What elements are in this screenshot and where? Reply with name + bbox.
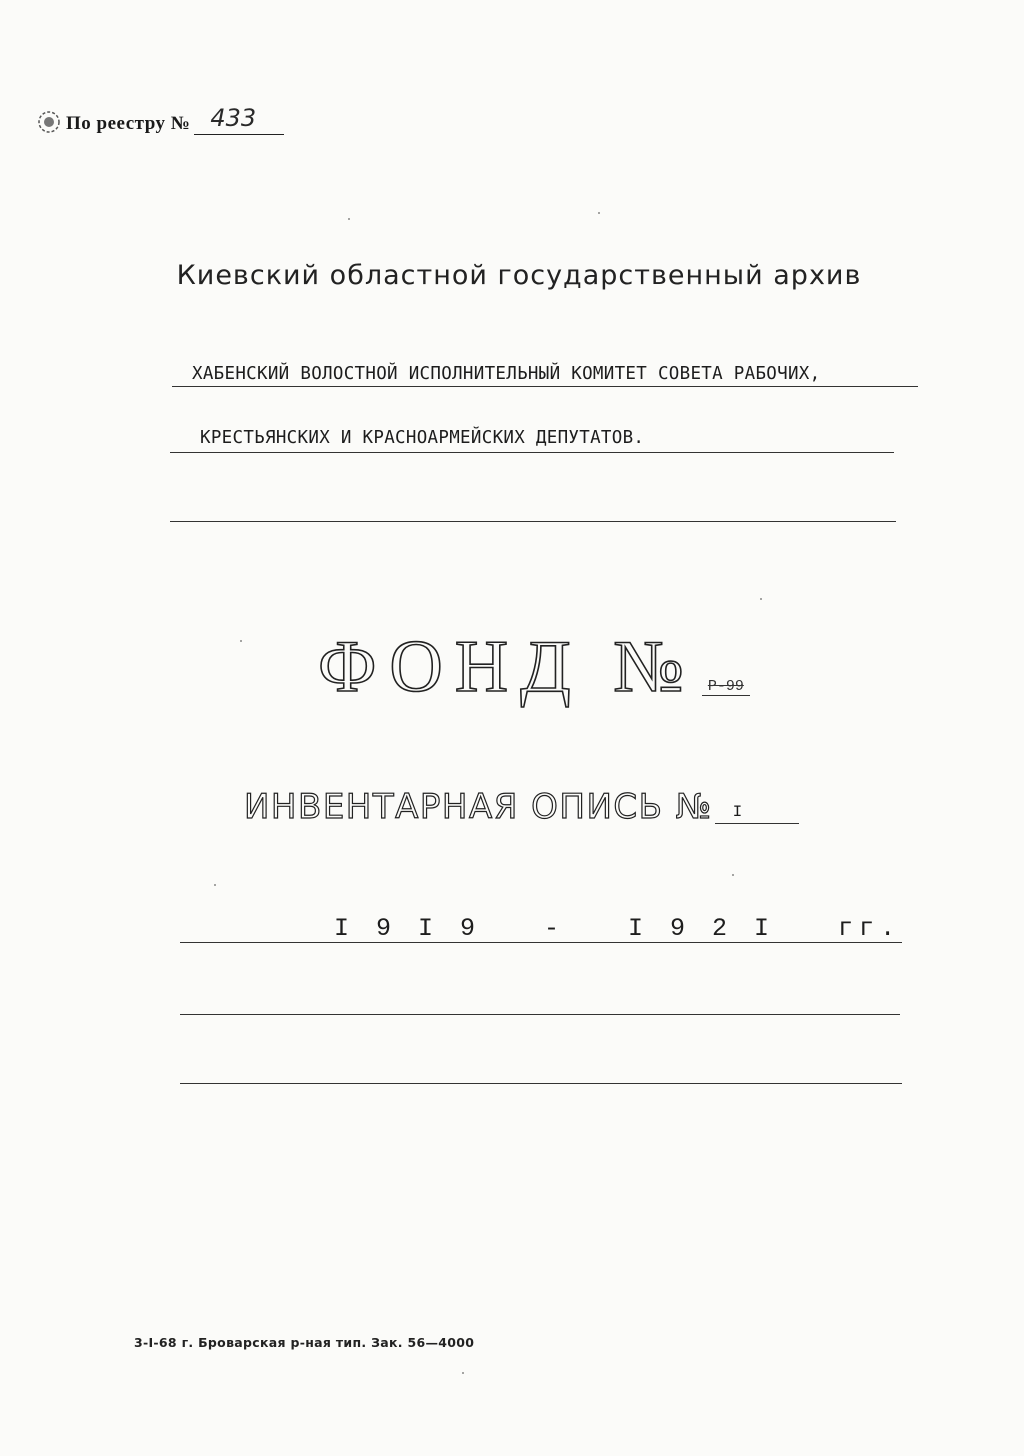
registry-number: 433	[210, 104, 257, 132]
fond-number: Р-99	[702, 678, 750, 696]
inventory-number: I	[732, 803, 743, 821]
paper-speck	[462, 1372, 464, 1374]
inventory-heading	[244, 787, 799, 827]
inventory-number-field	[715, 793, 799, 824]
paper-speck	[732, 874, 734, 876]
org-underline-1	[172, 386, 918, 387]
org-underline-2	[170, 452, 894, 453]
paper-speck	[348, 218, 350, 220]
print-footer: 3-I-68 г. Броварская р-ная тип. Зак. 56—4000	[134, 1335, 475, 1350]
years-range: I 9 I 9 - I 9 2 I гг.	[334, 914, 902, 943]
registry-label: По реестру №	[66, 113, 191, 134]
archive-title: Киевский областной государственный архив	[176, 260, 862, 291]
paper-speck	[760, 598, 762, 600]
paper-speck	[240, 640, 242, 642]
years-underline	[180, 942, 902, 943]
paper-speck	[598, 212, 600, 214]
fond-heading	[318, 626, 750, 708]
registry-number-field	[194, 106, 284, 135]
paper-speck	[214, 884, 216, 886]
inventory-label: ИНВЕНТАРНАЯ ОПИСЬ №	[244, 787, 713, 827]
fond-label: ФОНД №	[318, 626, 696, 708]
organization-line-1: ХАБЕНСКИЙ ВОЛОСТНОЙ ИСПОЛНИТЕЛЬНЫЙ КОМИТЕТ СОВЕТА РАБОЧИХ,	[192, 364, 821, 384]
registry-line	[36, 106, 284, 135]
blank-rule-2	[180, 1014, 900, 1015]
organization-line-2: КРЕСТЬЯНСКИХ И КРАСНОАРМЕЙСКИХ ДЕПУТАТОВ.	[200, 428, 645, 448]
blank-rule-1	[170, 521, 896, 522]
stamp-icon	[36, 109, 62, 135]
blank-rule-3	[180, 1083, 902, 1084]
